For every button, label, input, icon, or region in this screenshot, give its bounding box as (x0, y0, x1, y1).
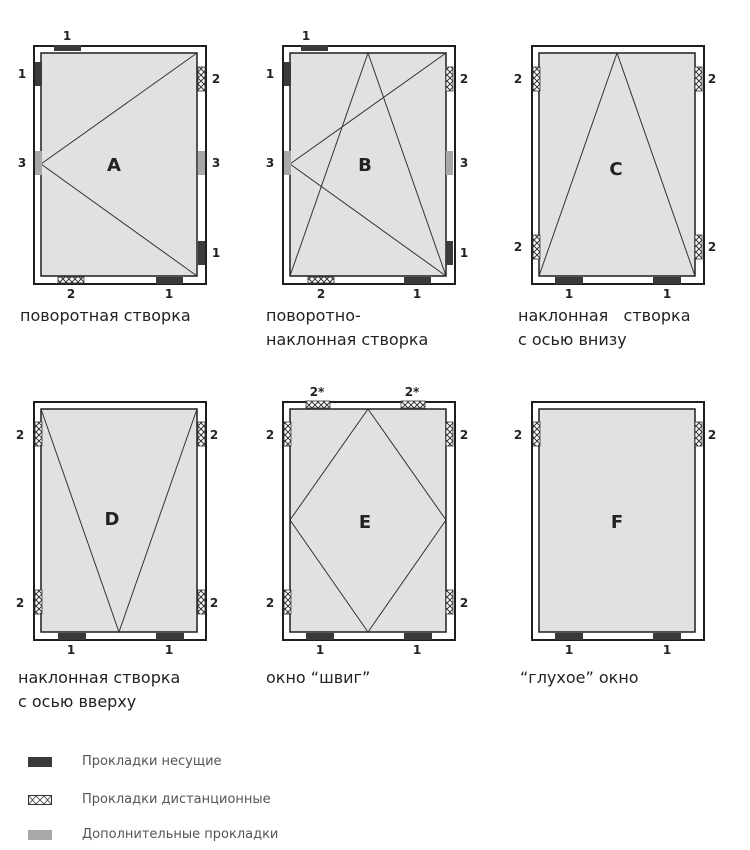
bearing-block (301, 45, 328, 51)
marker-label: 2 (513, 428, 523, 442)
extra-swatch-icon (28, 830, 52, 840)
marker-label: 2 (707, 72, 717, 86)
marker-label: 1 (662, 643, 672, 657)
panel-d-caption: наклонная створка (18, 668, 181, 687)
marker-label: 1 (17, 67, 27, 81)
spacer-block (58, 277, 84, 283)
spacer-block (695, 422, 702, 446)
legend-row-extra (28, 827, 278, 842)
marker-label: 1 (301, 29, 311, 43)
spacer-block (198, 422, 205, 446)
marker-label: 1 (164, 287, 174, 301)
spacer-block (284, 590, 291, 614)
spacer-block (35, 590, 42, 614)
panel-b-caption: поворотно- (266, 306, 361, 325)
bearing-block (404, 633, 432, 640)
marker-label: 3 (459, 156, 469, 170)
marker-label: 2 (66, 287, 76, 301)
bearing-block (446, 241, 453, 265)
legend-label: Прокладки дистанционные (82, 792, 271, 807)
bearing-block (284, 62, 291, 86)
spacer-block (695, 67, 702, 91)
marker-label: 1 (662, 287, 672, 301)
extra-block (284, 151, 291, 175)
panel-f (514, 402, 716, 657)
marker-label: 2 (265, 428, 275, 442)
marker-label: 1 (164, 643, 174, 657)
marker-label: 2 (316, 287, 326, 301)
marker-label: 3 (17, 156, 27, 170)
bearing-block (156, 277, 183, 284)
marker-label: 1 (412, 287, 422, 301)
panel-b-caption-line2: наклонная створка (266, 330, 429, 349)
bearing-block (653, 633, 681, 640)
panel-letter: B (358, 155, 372, 176)
bearing-block (555, 277, 583, 284)
marker-label: 1 (412, 643, 422, 657)
bearing-block (306, 633, 334, 640)
legend-row-spacer (28, 792, 271, 807)
panel-c (514, 46, 716, 301)
marker-label: 1 (265, 67, 275, 81)
panel-f-caption: “глухое” окно (520, 668, 639, 687)
spacer-block (533, 422, 540, 446)
spacer-block (401, 401, 425, 408)
marker-label: 2 (459, 596, 469, 610)
marker-label: 1 (62, 29, 72, 43)
panel-a (18, 29, 220, 301)
bearing-block (156, 633, 184, 640)
spacer-block (446, 67, 453, 91)
spacer-block (695, 235, 702, 259)
marker-label: 1 (315, 643, 325, 657)
panel-letter: E (358, 512, 372, 533)
panel-d-caption-line2: с осью вверху (18, 692, 137, 711)
spacer-block (446, 422, 453, 446)
spacer-swatch-icon (28, 795, 52, 805)
panel-c-caption-line2: с осью внизу (518, 330, 627, 349)
bearing-swatch-icon (28, 757, 52, 767)
panel-c-caption: наклонная створка (518, 306, 691, 325)
panel-letter: F (610, 512, 624, 533)
marker-label: 2 (15, 596, 25, 610)
marker-label: 1 (564, 287, 574, 301)
spacer-block (446, 590, 453, 614)
marker-label: 2* (309, 385, 325, 399)
marker-label: 2 (15, 428, 25, 442)
spacer-block (533, 67, 540, 91)
marker-label: 2 (265, 596, 275, 610)
panel-letter: C (609, 159, 623, 180)
legend-label: Прокладки несущие (82, 754, 222, 769)
marker-label: 2 (211, 72, 221, 86)
spacer-block (198, 67, 205, 91)
bearing-block (653, 277, 681, 284)
marker-label: 2 (209, 596, 219, 610)
spacer-block (308, 277, 334, 283)
panel-letter: D (104, 509, 120, 530)
spacer-block (533, 235, 540, 259)
spacer-block (284, 422, 291, 446)
marker-label: 2 (707, 428, 717, 442)
spacer-block (198, 590, 205, 614)
marker-label: 2 (707, 240, 717, 254)
marker-label: 1 (66, 643, 76, 657)
spacer-block (306, 401, 330, 408)
extra-block (198, 151, 205, 175)
bearing-block (58, 633, 86, 640)
bearing-block (35, 62, 42, 86)
marker-label: 2* (404, 385, 420, 399)
panel-a-caption: поворотная створка (20, 306, 191, 325)
panel-e (266, 385, 468, 657)
panel-e-caption: окно “швиг” (266, 668, 371, 687)
bearing-block (54, 45, 81, 51)
marker-label: 2 (459, 428, 469, 442)
marker-label: 1 (564, 643, 574, 657)
bearing-block (198, 241, 205, 265)
bearing-block (555, 633, 583, 640)
marker-label: 3 (211, 156, 221, 170)
panel-d (16, 402, 218, 657)
legend-label: Дополнительные прокладки (82, 827, 279, 842)
marker-label: 3 (265, 156, 275, 170)
extra-block (35, 151, 42, 175)
spacer-block (35, 422, 42, 446)
bearing-block (404, 277, 431, 284)
extra-block (446, 151, 453, 175)
marker-label: 2 (513, 240, 523, 254)
panel-letter: A (107, 155, 121, 176)
marker-label: 1 (459, 246, 469, 260)
panel-b (266, 29, 468, 301)
marker-label: 2 (459, 72, 469, 86)
legend-row-bearing (28, 754, 222, 769)
marker-label: 1 (211, 246, 221, 260)
marker-label: 2 (513, 72, 523, 86)
marker-label: 2 (209, 428, 219, 442)
